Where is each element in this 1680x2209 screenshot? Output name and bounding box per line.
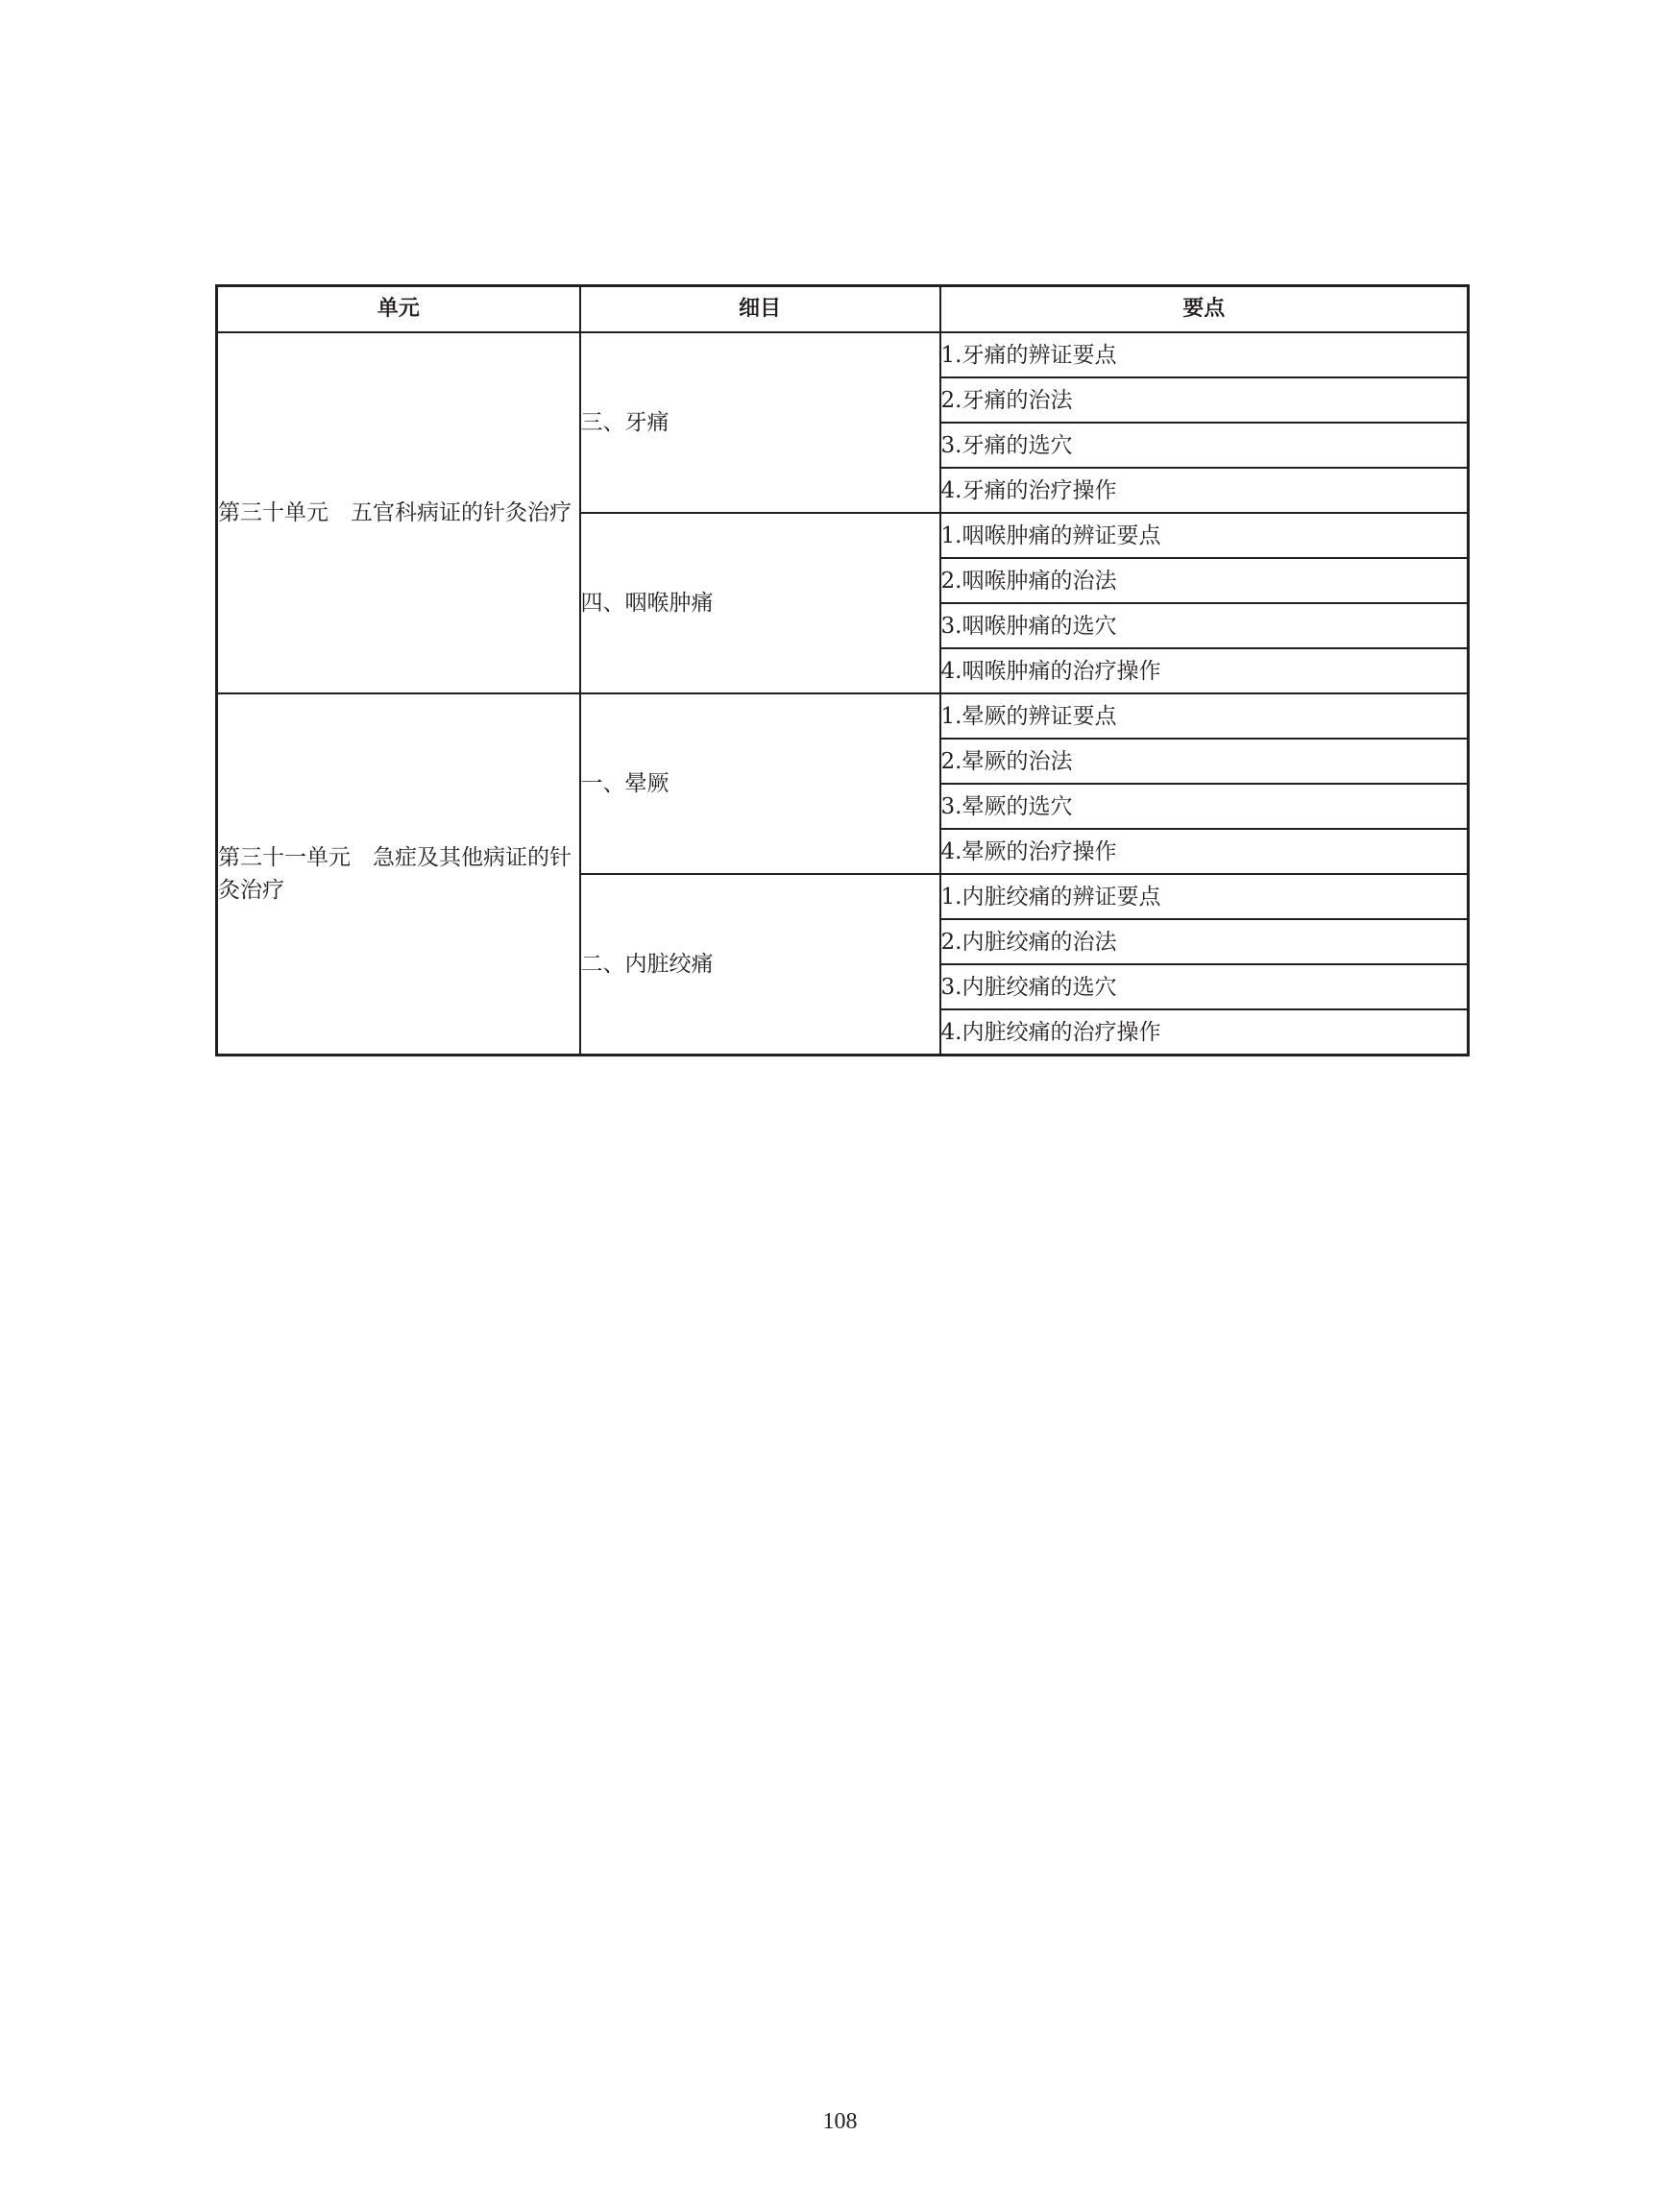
point-cell: 1.晕厥的辨证要点 — [940, 693, 1469, 739]
point-cell: 1.内脏绞痛的辨证要点 — [940, 874, 1469, 919]
header-item: 细目 — [580, 286, 940, 333]
item-cell: 一、晕厥 — [580, 693, 940, 874]
point-cell: 1.咽喉肿痛的辨证要点 — [940, 513, 1469, 558]
point-cell: 3.晕厥的选穴 — [940, 784, 1469, 829]
point-cell: 3.牙痛的选穴 — [940, 423, 1469, 468]
unit-cell: 第三十一单元 急症及其他病证的针灸治疗 — [217, 693, 580, 1056]
syllabus-table — [215, 284, 1470, 1056]
item-cell: 二、内脏绞痛 — [580, 874, 940, 1056]
point-cell: 4.晕厥的治疗操作 — [940, 829, 1469, 874]
point-cell: 4.内脏绞痛的治疗操作 — [940, 1009, 1469, 1056]
header-point: 要点 — [940, 286, 1469, 333]
item-cell: 四、咽喉肿痛 — [580, 513, 940, 693]
table-row — [217, 332, 1469, 377]
point-cell: 3.内脏绞痛的选穴 — [940, 964, 1469, 1009]
table-row — [217, 693, 1469, 739]
header-row — [217, 286, 1469, 333]
point-cell: 3.咽喉肿痛的选穴 — [940, 603, 1469, 648]
point-cell: 2.内脏绞痛的治法 — [940, 919, 1469, 964]
point-cell: 2.牙痛的治法 — [940, 377, 1469, 423]
point-cell: 4.牙痛的治疗操作 — [940, 468, 1469, 513]
unit-cell: 第三十单元 五官科病证的针灸治疗 — [217, 332, 580, 693]
point-cell: 2.晕厥的治法 — [940, 739, 1469, 784]
point-cell: 1.牙痛的辨证要点 — [940, 332, 1469, 377]
header-unit: 单元 — [217, 286, 580, 333]
point-cell: 2.咽喉肿痛的治法 — [940, 558, 1469, 603]
point-cell: 4.咽喉肿痛的治疗操作 — [940, 648, 1469, 693]
page-number: 108 — [822, 2109, 858, 2134]
item-cell: 三、牙痛 — [580, 332, 940, 513]
